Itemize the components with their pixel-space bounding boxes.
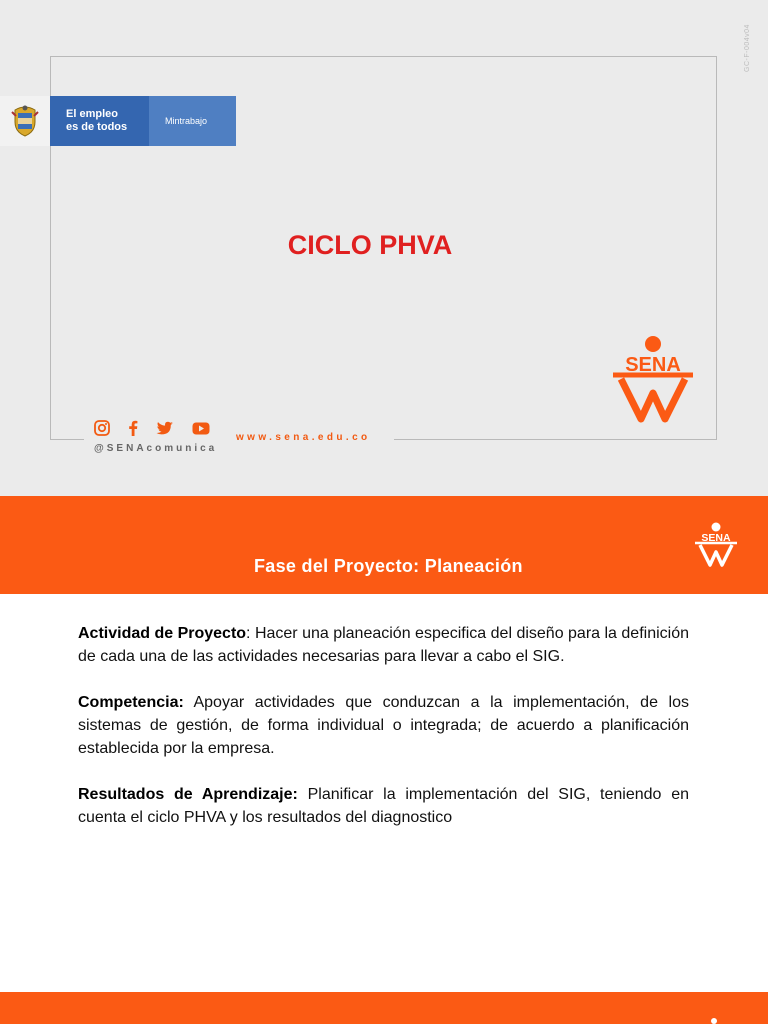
phase-title: Fase del Proyecto: Planeación (254, 556, 523, 576)
document-code: GC-F-004v04 (744, 24, 751, 72)
twitter-icon[interactable] (156, 421, 174, 436)
social-handle: @SENAcomunica (94, 443, 218, 454)
phase-content (78, 622, 689, 852)
next-slide-banner (0, 992, 768, 1024)
government-banner (0, 96, 236, 146)
sena-logo-small (692, 522, 740, 568)
slide-title: CICLO PHVA (287, 230, 453, 260)
facebook-icon[interactable] (128, 420, 138, 436)
colombia-shield-icon (0, 96, 50, 146)
instagram-icon[interactable] (94, 420, 110, 436)
social-icons (94, 420, 210, 436)
competence-paragraph: Competencia: Apoyar actividades que conduzcan a la implementación, de los sistemas de gestión, de forma individual o integrada; de acuerdo a planificación establecida por la empresa. (78, 694, 689, 757)
youtube-icon[interactable] (192, 422, 210, 435)
phase-banner (0, 496, 768, 594)
gov-slogan: El empleo es de todos (50, 96, 149, 146)
sena-logo (607, 335, 699, 425)
ministry-label: Mintrabajo (149, 96, 236, 146)
activity-paragraph: Actividad de Proyecto: Hacer una planeación especifica del diseño para la definición de cada una de las actividades necesarias para llevar a cabo el SIG. (78, 625, 689, 665)
website-link[interactable]: www.sena.edu.co (236, 432, 371, 443)
title-slide (0, 0, 768, 496)
learning-results-paragraph: Resultados de Aprendizaje: Planificar la implementación del SIG, teniendo en cuenta el ciclo PHVA y los resultados del diagnostico (78, 786, 689, 826)
svg-text:SENA: SENA (625, 354, 681, 376)
svg-text:SENA: SENA (701, 532, 731, 544)
